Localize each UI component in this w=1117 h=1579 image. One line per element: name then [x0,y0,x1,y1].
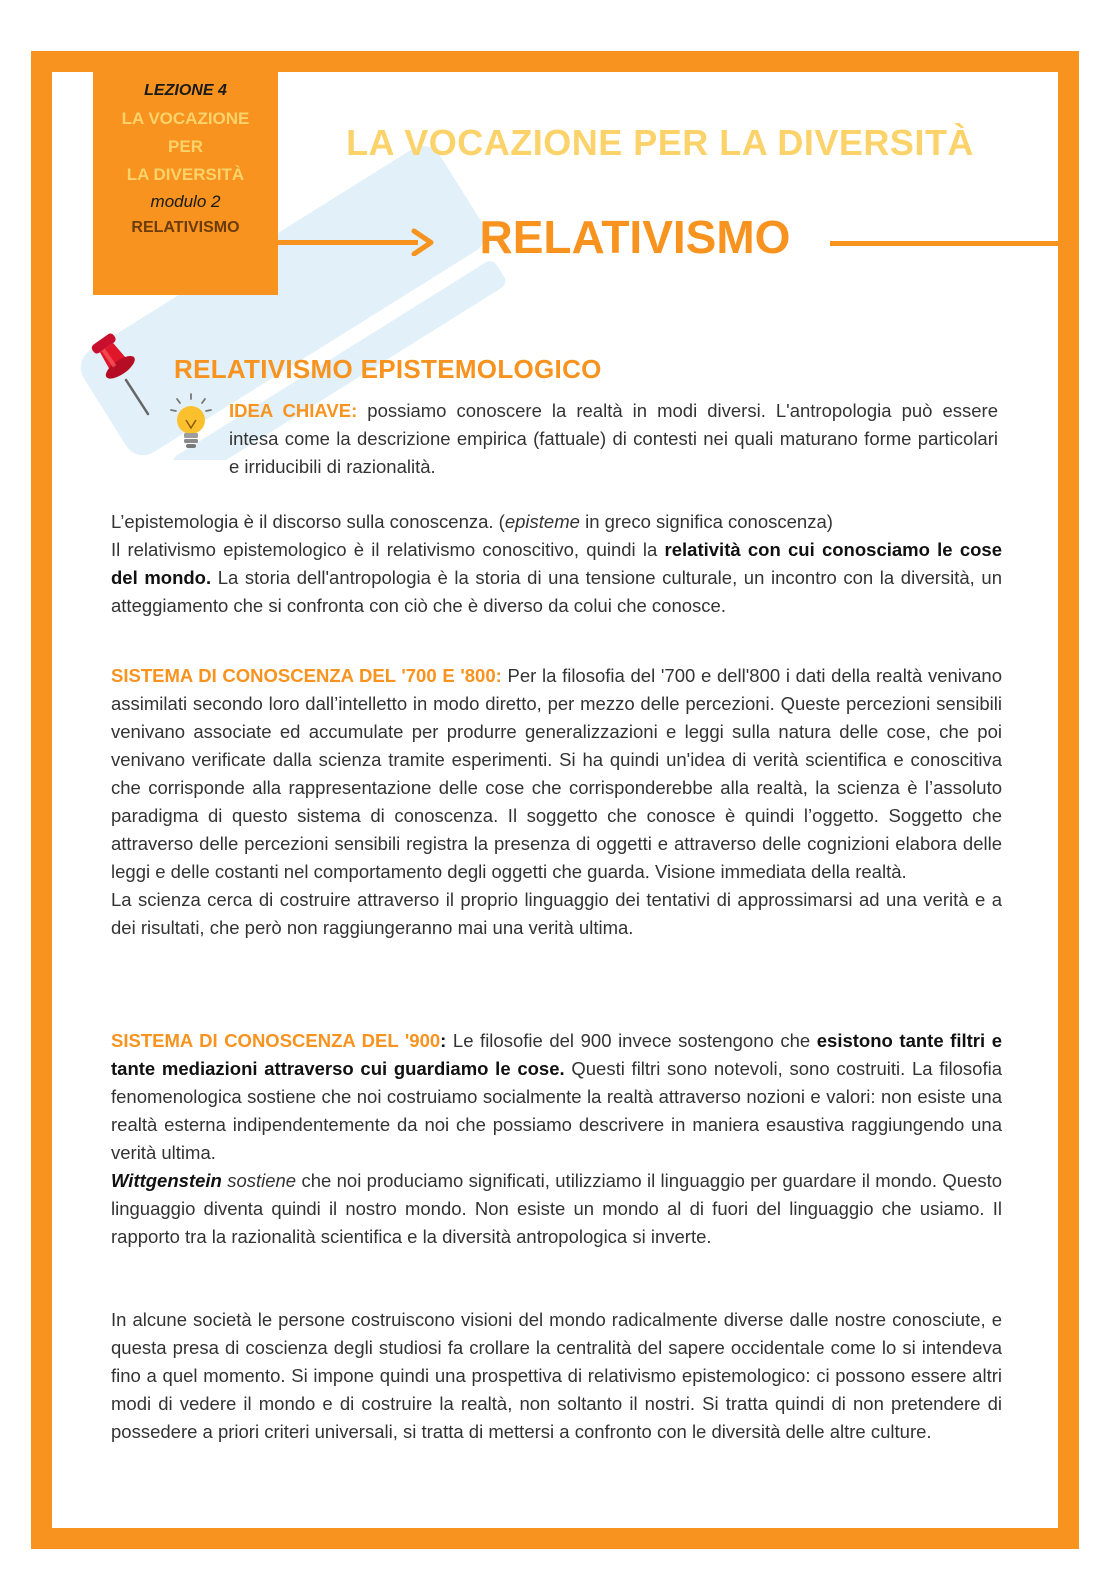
key-idea-label: IDEA CHIAVE: [229,400,358,421]
system-900-colon: : [440,1030,447,1051]
key-idea-paragraph [229,397,998,481]
wittgenstein-name: Wittgenstein [111,1170,222,1191]
intro-paragraph-1 [111,508,1002,536]
lesson-module: modulo 2 [150,192,221,211]
system-700-label: SISTEMA DI CONOSCENZA DEL '700 E '800: [111,665,502,686]
intro-p1-italic: episteme [504,511,580,532]
system-900-bold: esistono tante filtri e tante mediazioni attraverso cui guardiamo le cose. [111,1030,1002,1079]
intro-block [111,508,1002,620]
arrow-right-icon [278,228,438,256]
lesson-title-line1: LA VOCAZIONE [121,109,250,128]
system-700-paragraph-2: La scienza cerca di costruire attraverso il proprio linguaggio dei tentativi di approssimarsi ad una verità e a dei risultati, che però non raggiungeranno mai una verità ultima. [111,889,1002,938]
wittgenstein-text: che noi produciamo significati, utilizziamo il linguaggio per guardare il mondo. Questo linguaggio diventa quindi il nostro mondo. Non esiste un mondo al di fuori del linguaggio che usiamo. Il rapporto tra la razionalità scientifica e la diversità antropologica si inverte. [111,1170,1002,1247]
system-900-label: SISTEMA DI CONOSCENZA DEL '900 [111,1030,441,1051]
page-title: LA VOCAZIONE PER LA DIVERSITÀ [346,122,974,163]
intro-p2-bold: relatività con cui conosciamo le cose del mondo. [111,539,1002,588]
lesson-box [93,71,278,295]
wittgenstein-paragraph [111,1167,1002,1251]
lesson-number: LEZIONE 4 [144,82,227,99]
push-pin-icon [88,330,156,416]
system-900-text-b: Questi filtri sono notevoli, sono costruiti. La filosofia fenomenologica sostiene che noi costruiamo socialmente la realtà attraverso nozioni e valori: non esiste una realtà esterna indipendentemente da noi che possiamo descrivere in maniera esaustiva raggiungendo una verità ultima. [111,1058,1002,1163]
section-heading: RELATIVISMO EPISTEMOLOGICO [174,354,602,384]
lesson-title-line2: PER [168,137,203,156]
intro-p2-text-b: La storia dell'antropologia è la storia di una tensione culturale, un incontro con la diversità, un atteggiamento che si confronta con ciò che è diverso da colui che conosce. [111,567,1002,616]
conclusion-paragraph: In alcune società le persone costruiscono visioni del mondo radicalmente diverse dalle nostre conosciute, e questa presa di coscienza degli studiosi fa crollare la centralità del sapere occidentale come lo si intendeva fino a quel momento. Si impone quindi una prospettiva di relativismo epistemologico: ci possono essere altri modi di vedere il mondo e di costruire la realtà, non soltanto il nostri. Si tratta quindi di non pretendere di possedere a priori criteri universali, si tratta di mettersi a confronto con le diversità delle altre culture. [111,1309,1002,1442]
system-900-text-a: Le filosofie del 900 invece sostengono che [446,1030,817,1051]
intro-p1-text-b: in greco significa conoscenza) [579,511,833,532]
lesson-title-line3: LA DIVERSITÀ [126,165,245,184]
light-bulb-icon [168,392,214,456]
lesson-topic: RELATIVISMO [131,219,240,236]
conclusion-block [111,1306,1002,1446]
key-idea-text: possiamo conoscere la realtà in modi diversi. L'antropologia può essere intesa come la descrizione empirica (fattuale) di contesti nei quali maturano forme particolari e irriducibili di razionalità. [229,400,999,477]
page-subtitle: RELATIVISMO [479,211,791,263]
system-700-text: Per la filosofia del '700 e dell'800 i dati della realtà venivano assimilati secondo loro dall’intelletto in modo diretto, per mezzo delle percezioni. Queste percezioni sensibili venivano associate ed accumulate per produrre generalizzazioni e leggi sulla natura delle cose, che poi venivano verificate dalla scienza tramite esperimenti. Si ha quindi un'idea di verità scientifica e conoscitiva che corrisponde alla rappresentazione delle cose che corrisponderebbe alla realtà, la scienza è l’assoluto paradigma di questo sistema di conoscenza. Il soggetto che conosce è quindi l’oggetto. Soggetto che attraverso delle percezioni sensibili registra la presenza di oggetti e attraverso delle cognizioni elabora delle leggi e delle costanti nel comportamento degli oggetti che guarda. Visione immediata della realtà. [111,665,1002,882]
intro-p2-text-a: Il relativismo epistemologico è il relativismo conoscitivo, quindi la [111,539,665,560]
system-900-block [111,1027,1002,1251]
intro-paragraph-2 [111,536,1002,620]
title-divider-line [830,241,1058,246]
system-700-block [111,662,1002,942]
intro-p1-text-a: L’epistemologia è il discorso sulla conoscenza. ( [111,511,505,532]
wittgenstein-verb: sostiene [221,1170,297,1191]
system-700-paragraph [111,662,1002,886]
system-900-paragraph [111,1027,1002,1167]
